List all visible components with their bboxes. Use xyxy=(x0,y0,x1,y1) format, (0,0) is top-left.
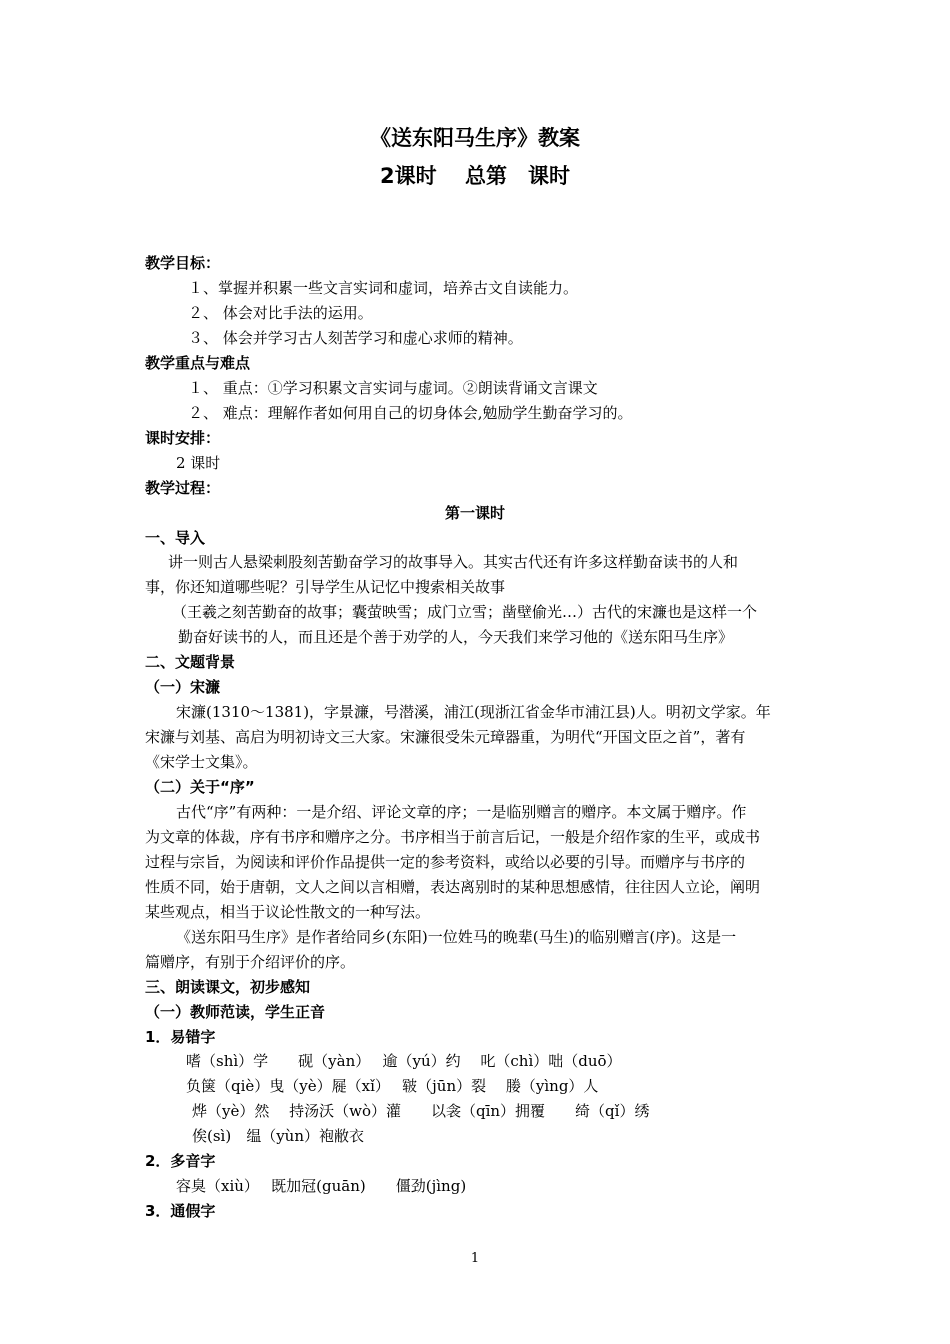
section-heading-reading: 三、朗读课文，初步感知 xyxy=(145,978,311,996)
objective-item: ３、 体会并学习古人刻苦学习和虚心求师的精神。 xyxy=(188,329,523,347)
xu-line: 过程与宗旨，为阅读和评价作品提供一定的参考资料，或给以必要的引导。而赠序与书序的 xyxy=(145,853,746,871)
song-lian-line: 宋濂与刘基、高启为明初诗文三大家。宋濂很受朱元璋器重，为明代“开国文臣之首”，著有 xyxy=(145,728,746,746)
polyphonic-line: 容臭（xiù） 既加冠(guān) 僵劲(jìng) xyxy=(176,1177,467,1195)
document-title: 《送东阳马生序》教案 xyxy=(370,126,580,150)
intro-line: 事，你还知道哪些呢？引导学生从记忆中搜索相关故事 xyxy=(145,578,506,596)
xu-line: 《送东阳马生序》是作者给同乡(东阳)一位姓马的晚辈(马生)的临别赠言(序)。这是一 xyxy=(176,928,737,946)
intro-line: （王羲之刻苦勤奋的故事；囊萤映雪；成门立雪；凿壁偷光…）古代的宋濂也是这样一个 xyxy=(172,603,758,621)
intro-line: 勤奋好读书的人，而且还是个善于劝学的人，今天我们来学习他的《送东阳马生序》 xyxy=(178,628,734,646)
page-number: 1 xyxy=(470,1251,480,1266)
document-subtitle: 2课时 总第 课时 xyxy=(380,164,570,188)
objective-item: ２、 体会对比手法的运用。 xyxy=(188,304,373,322)
schedule-value: 2 课时 xyxy=(176,454,221,472)
subsection-heading-song-lian: （一）宋濂 xyxy=(145,678,221,696)
error-prone-line: 嗜（shì）学 砚（yàn） 逾（yú）约 叱（chì）咄（duō） xyxy=(186,1052,622,1070)
process-heading: 教学过程： xyxy=(145,479,221,497)
section-heading-intro: 一、导入 xyxy=(145,529,206,547)
item-heading-loan-words: 3．通假字 xyxy=(145,1202,216,1220)
item-heading-polyphonic: 2．多音字 xyxy=(145,1152,216,1170)
section-heading-background: 二、文题背景 xyxy=(145,653,236,671)
lesson-title: 第一课时 xyxy=(444,504,505,522)
objective-item: １、掌握并积累一些文言实词和虚词，培养古文自读能力。 xyxy=(188,279,579,297)
error-prone-line: 烨（yè）然 持汤沃（wò）灌 以衾（qīn）拥覆 绮（qǐ）绣 xyxy=(192,1102,650,1120)
key-points-heading: 教学重点与难点 xyxy=(145,354,251,372)
error-prone-line: 俟(sì) 缊（yùn）袍敝衣 xyxy=(192,1127,364,1145)
xu-line: 为文章的体裁，序有书序和赠序之分。书序相当于前言后记，一般是介绍作家的生平，或成书 xyxy=(145,828,761,846)
key-point-item: ２、 难点：理解作者如何用自己的切身体会,勉励学生勤奋学习的。 xyxy=(188,404,633,422)
xu-line: 篇赠序，有别于介绍评价的序。 xyxy=(145,953,356,971)
intro-line: 讲一则古人悬梁刺股刻苦勤奋学习的故事导入。其实古代还有许多这样勤奋读书的人和 xyxy=(168,553,739,571)
key-point-item: １、 重点：①学习积累文言实词与虚词。②朗读背诵文言课文 xyxy=(188,379,598,397)
schedule-heading: 课时安排： xyxy=(145,429,221,447)
subsection-heading-teacher-reading: （一）教师范读，学生正音 xyxy=(145,1003,326,1021)
xu-line: 某些观点，相当于议论性散文的一种写法。 xyxy=(145,903,431,921)
song-lian-line: 《宋学士文集》。 xyxy=(145,753,258,771)
subsection-heading-xu: （二）关于“序” xyxy=(145,778,255,796)
error-prone-line: 负箧（qiè）曳（yè）屣（xǐ） 皲（jūn）裂 媵（yìng）人 xyxy=(186,1077,599,1095)
xu-line: 性质不同，始于唐朝，文人之间以言相赠，表达离别时的某种思想感情，往往因人立论，阐明 xyxy=(145,878,761,896)
objectives-heading: 教学目标： xyxy=(145,254,221,272)
song-lian-line: 宋濂(1310～1381)，字景濂，号潜溪，浦江(现浙江省金华市浦江县)人。明初文学家。年 xyxy=(176,703,771,721)
xu-line: 古代“序”有两种：一是介绍、评论文章的序；一是临别赠言的赠序。本文属于赠序。作 xyxy=(176,803,747,821)
item-heading-error-prone: 1．易错字 xyxy=(145,1028,216,1046)
